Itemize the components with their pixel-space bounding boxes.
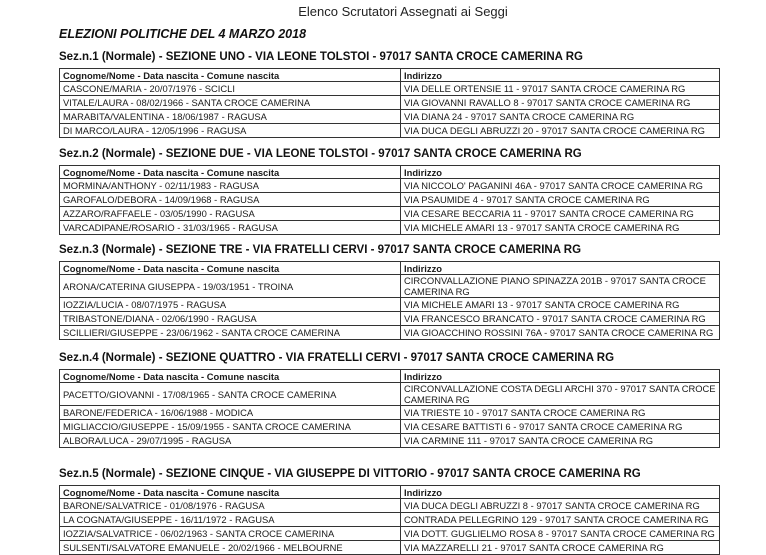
section-heading: Sez.n.5 (Normale) - SEZIONE CINQUE - VIA GIUSEPPE DI VITTORIO - 97017 SANTA CROCE CAMERINA RG — [59, 468, 641, 480]
scrutatori-table — [59, 261, 720, 340]
row-address-cell: VIA DIANA 24 - 97017 SANTA CROCE CAMERINA RG — [401, 110, 720, 124]
table-row — [60, 406, 720, 420]
column-header-address: Indirizzo — [401, 486, 720, 499]
row-address-cell: VIA MICHELE AMARI 13 - 97017 SANTA CROCE CAMERINA RG — [401, 221, 720, 235]
scrutatori-table — [59, 68, 720, 138]
row-address-cell: VIA FRANCESCO BRANCATO - 97017 SANTA CROCE CAMERINA RG — [401, 312, 720, 326]
scrutatori-table — [59, 165, 720, 235]
scrutatori-table — [59, 485, 720, 555]
row-address-cell: VIA TRIESTE 10 - 97017 SANTA CROCE CAMERINA RG — [401, 406, 720, 420]
column-header-name: Cognome/Nome - Data nascita - Comune nascita — [60, 262, 401, 275]
row-name-cell: IOZZIA/SALVATRICE - 06/02/1963 - SANTA CROCE CAMERINA — [60, 527, 401, 541]
column-header-address: Indirizzo — [401, 370, 720, 383]
row-address-cell: VIA DELLE ORTENSIE 11 - 97017 SANTA CROCE CAMERINA RG — [401, 82, 720, 96]
table-row — [60, 434, 720, 448]
table-header-row — [60, 69, 720, 82]
section-heading: Sez.n.2 (Normale) - SEZIONE DUE - VIA LEONE TOLSTOI - 97017 SANTA CROCE CAMERINA RG — [59, 148, 582, 160]
table-row — [60, 499, 720, 513]
election-subtitle: ELEZIONI POLITICHE DEL 4 MARZO 2018 — [59, 27, 307, 41]
column-header-name: Cognome/Nome - Data nascita - Comune nascita — [60, 370, 401, 383]
row-name-cell: VITALE/LAURA - 08/02/1966 - SANTA CROCE CAMERINA — [60, 96, 401, 110]
row-address-cell: VIA GIOVANNI RAVALLO 8 - 97017 SANTA CROCE CAMERINA RG — [401, 96, 720, 110]
row-name-cell: DI MARCO/LAURA - 12/05/1996 - RAGUSA — [60, 124, 401, 138]
column-header-name: Cognome/Nome - Data nascita - Comune nascita — [60, 486, 401, 499]
table-row — [60, 110, 720, 124]
row-name-cell: ARONA/CATERINA GIUSEPPA - 19/03/1951 - TROINA — [60, 275, 401, 298]
row-address-cell: CIRCONVALLAZIONE COSTA DEGLI ARCHI 370 - 97017 SANTA CROCE CAMERINA RG — [401, 383, 720, 406]
column-header-address: Indirizzo — [401, 166, 720, 179]
row-address-cell: VIA DUCA DEGLI ABRUZZI 8 - 97017 SANTA CROCE CAMERINA RG — [401, 499, 720, 513]
row-name-cell: ALBORA/LUCA - 29/07/1995 - RAGUSA — [60, 434, 401, 448]
row-name-cell: CASCONE/MARIA - 20/07/1976 - SCICLI — [60, 82, 401, 96]
row-address-cell: VIA CESARE BATTISTI 6 - 97017 SANTA CROCE CAMERINA RG — [401, 420, 720, 434]
row-name-cell: MARABITA/VALENTINA - 18/06/1987 - RAGUSA — [60, 110, 401, 124]
table-row — [60, 527, 720, 541]
table-header-row — [60, 486, 720, 499]
table-row — [60, 298, 720, 312]
table-row — [60, 312, 720, 326]
section-5 — [59, 466, 719, 555]
row-name-cell: TRIBASTONE/DIANA - 02/06/1990 - RAGUSA — [60, 312, 401, 326]
section-3 — [59, 242, 719, 340]
row-address-cell: VIA PSAUMIDE 4 - 97017 SANTA CROCE CAMERINA RG — [401, 193, 720, 207]
column-header-address: Indirizzo — [401, 69, 720, 82]
row-name-cell: MIGLIACCIO/GIUSEPPE - 15/09/1955 - SANTA CROCE CAMERINA — [60, 420, 401, 434]
row-address-cell: VIA DOTT. GUGLIELMO ROSA 8 - 97017 SANTA CROCE CAMERINA RG — [401, 527, 720, 541]
row-name-cell: AZZARO/RAFFAELE - 03/05/1990 - RAGUSA — [60, 207, 401, 221]
row-address-cell: VIA CARMINE 111 - 97017 SANTA CROCE CAMERINA RG — [401, 434, 720, 448]
table-row — [60, 207, 720, 221]
row-address-cell: VIA MICHELE AMARI 13 - 97017 SANTA CROCE CAMERINA RG — [401, 298, 720, 312]
row-name-cell: IOZZIA/LUCIA - 08/07/1975 - RAGUSA — [60, 298, 401, 312]
table-row — [60, 179, 720, 193]
table-row — [60, 275, 720, 298]
row-address-cell: VIA DUCA DEGLI ABRUZZI 20 - 97017 SANTA CROCE CAMERINA RG — [401, 124, 720, 138]
table-row — [60, 513, 720, 527]
table-row — [60, 541, 720, 555]
column-header-address: Indirizzo — [401, 262, 720, 275]
row-name-cell: SCILLIERI/GIUSEPPE - 23/06/1962 - SANTA CROCE CAMERINA — [60, 326, 401, 340]
column-header-name: Cognome/Nome - Data nascita - Comune nascita — [60, 69, 401, 82]
row-address-cell: VIA CESARE BECCARIA 11 - 97017 SANTA CROCE CAMERINA RG — [401, 207, 720, 221]
section-heading: Sez.n.1 (Normale) - SEZIONE UNO - VIA LEONE TOLSTOI - 97017 SANTA CROCE CAMERINA RG — [59, 51, 583, 63]
row-name-cell: VARCADIPANE/ROSARIO - 31/03/1965 - RAGUSA — [60, 221, 401, 235]
table-header-row — [60, 262, 720, 275]
row-name-cell: BARONE/SALVATRICE - 01/08/1976 - RAGUSA — [60, 499, 401, 513]
row-name-cell: GAROFALO/DEBORA - 14/09/1968 - RAGUSA — [60, 193, 401, 207]
row-address-cell: CIRCONVALLAZIONE PIANO SPINAZZA 201B - 97017 SANTA CROCE CAMERINA RG — [401, 275, 720, 298]
row-name-cell: SULSENTI/SALVATORE EMANUELE - 20/02/1966 - MELBOURNE — [60, 541, 401, 555]
table-header-row — [60, 370, 720, 383]
row-name-cell: MORMINA/ANTHONY - 02/11/1983 - RAGUSA — [60, 179, 401, 193]
table-row — [60, 420, 720, 434]
table-row — [60, 326, 720, 340]
row-name-cell: PACETTO/GIOVANNI - 17/08/1965 - SANTA CROCE CAMERINA — [60, 383, 401, 406]
table-row — [60, 193, 720, 207]
table-row — [60, 96, 720, 110]
table-row — [60, 221, 720, 235]
section-heading: Sez.n.3 (Normale) - SEZIONE TRE - VIA FRATELLI CERVI - 97017 SANTA CROCE CAMERINA RG — [59, 244, 582, 256]
table-row — [60, 124, 720, 138]
table-header-row — [60, 166, 720, 179]
column-header-name: Cognome/Nome - Data nascita - Comune nascita — [60, 166, 401, 179]
row-address-cell: VIA GIOACCHINO ROSSINI 76A - 97017 SANTA CROCE CAMERINA RG — [401, 326, 720, 340]
row-name-cell: BARONE/FEDERICA - 16/06/1988 - MODICA — [60, 406, 401, 420]
table-row — [60, 383, 720, 406]
table-row — [60, 82, 720, 96]
document-title: Elenco Scrutatori Assegnati ai Seggi — [298, 4, 508, 19]
row-address-cell: CONTRADA PELLEGRINO 129 - 97017 SANTA CROCE CAMERINA RG — [401, 513, 720, 527]
section-2 — [59, 146, 719, 235]
section-heading: Sez.n.4 (Normale) - SEZIONE QUATTRO - VIA FRATELLI CERVI - 97017 SANTA CROCE CAMERINA RG — [59, 352, 615, 364]
row-address-cell: VIA NICCOLO' PAGANINI 46A - 97017 SANTA CROCE CAMERINA RG — [401, 179, 720, 193]
row-address-cell: VIA MAZZARELLI 21 - 97017 SANTA CROCE CAMERINA RG — [401, 541, 720, 555]
section-1 — [59, 49, 719, 138]
scrutatori-table — [59, 369, 720, 448]
row-name-cell: LA COGNATA/GIUSEPPE - 16/11/1972 - RAGUSA — [60, 513, 401, 527]
section-4 — [59, 350, 719, 448]
